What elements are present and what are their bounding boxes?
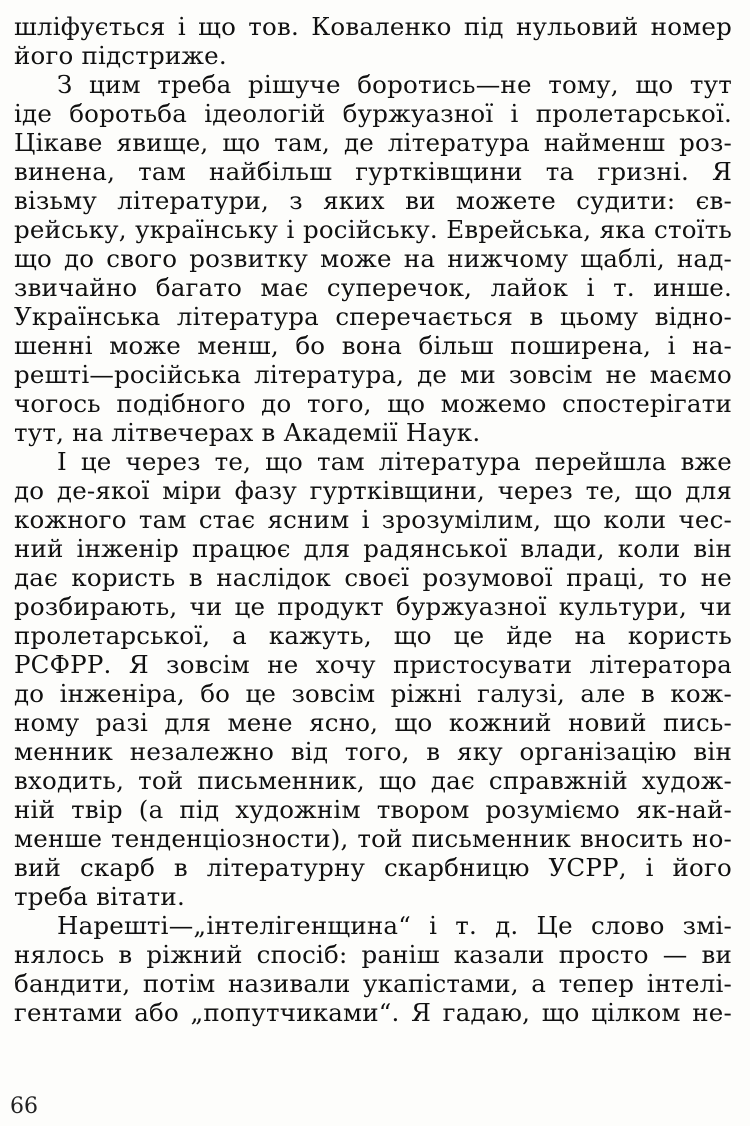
text-line: розбирають, чи це продукт буржуазної культури, чи: [14, 592, 732, 621]
text-line: до де-якої міри фазу гуртківщини, через те, що для: [14, 476, 732, 505]
text-line: що до свого розвитку може на нижчому щаблі, над-: [14, 244, 732, 273]
body-text: [14, 12, 732, 1027]
text-line: чогось подібного до того, що можемо спостерігати: [14, 389, 732, 418]
text-line: Цікаве явище, що там, де література найменш роз-: [14, 128, 732, 157]
text-line: вий скарб в літературну скарбницю УСРР, і його: [14, 853, 732, 882]
text-line: звичайно багато має суперечок, лайок і т. инше.: [14, 273, 732, 302]
text-line: Українська література сперечається в цьому відно-: [14, 302, 732, 331]
text-line: менше тенденціозности), той письменник вносить но-: [14, 824, 732, 853]
text-line: входить, той письменник, що дає справжній худож-: [14, 766, 732, 795]
text-line: гентами або „попутчиками“. Я гадаю, що цілком не-: [14, 998, 732, 1027]
text-line: ному разі для мене ясно, що кожний новий пись-: [14, 708, 732, 737]
text-line: винена, там найбільш гуртківщини та гризні. Я: [14, 157, 732, 186]
text-line: пролетарської, а кажуть, що це йде на користь: [14, 621, 732, 650]
text-line: візьму літератури, з яких ви можете судити: єв-: [14, 186, 732, 215]
text-line: Нарешті—„інтелігенщина“ і т. д. Це слово змі-: [57, 911, 732, 940]
text-line: іде боротьба ідеологій буржуазної і пролетарської.: [14, 99, 732, 128]
text-line: його підстриже.: [14, 41, 227, 70]
text-line: треба вітати.: [14, 882, 185, 911]
text-line: ний інженір працює для радянської влади, коли він: [14, 534, 732, 563]
text-line: І це через те, що там література перейшла вже: [57, 447, 732, 476]
text-line: шліфується і що тов. Коваленко під нульовий номер: [14, 12, 732, 41]
text-line: до інженіра, бо це зовсім ріжні галузі, але в кож-: [14, 679, 732, 708]
page-number: 66: [10, 1094, 38, 1119]
text-line: тут, на літвечерах в Академії Наук.: [14, 418, 481, 447]
text-line: ній твір (а під художнім твором розуміємо як-най-: [14, 795, 732, 824]
text-line: РСФРР. Я зовсім не хочу пристосувати літератора: [14, 650, 732, 679]
text-line: нялось в ріжний спосіб: раніш казали просто — ви: [14, 940, 732, 969]
text-line: дає користь в наслідок своєї розумової праці, то не: [14, 563, 732, 592]
text-line: бандити, потім називали укапістами, а тепер інтелі-: [14, 969, 732, 998]
text-line: рейську, українську і російську. Еврейська, яка стоїть: [14, 215, 732, 244]
text-line: менник незалежно від того, в яку організацію він: [14, 737, 732, 766]
text-line: шенні може менш, бо вона більш поширена, і на-: [14, 331, 732, 360]
text-line: З цим треба рішуче боротись—не тому, що тут: [57, 70, 732, 99]
text-line: решті—російська література, де ми зовсім не маємо: [14, 360, 732, 389]
text-line: кожного там стає ясним і зрозумілим, що коли чес-: [14, 505, 732, 534]
